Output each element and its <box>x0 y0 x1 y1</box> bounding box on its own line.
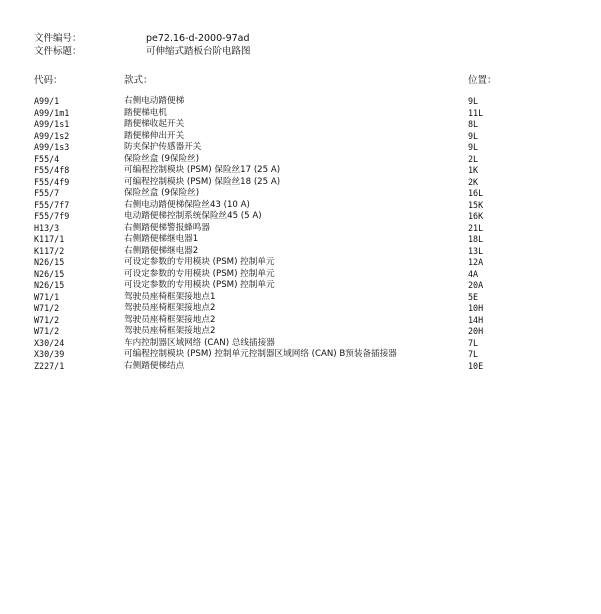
component-description: 踏便梯收起开关 <box>124 119 185 129</box>
table-row <box>34 257 594 269</box>
component-description: 右侧电动踏便梯保险丝43 (10 A) <box>124 199 250 210</box>
table-row <box>34 315 594 327</box>
table-row <box>34 154 594 166</box>
table-row <box>34 246 594 258</box>
component-description: 右侧踏便梯继电器2 <box>124 245 199 256</box>
component-code: A99/1s3 <box>34 142 70 152</box>
component-code: K117/1 <box>34 234 65 244</box>
component-code: K117/2 <box>34 245 65 256</box>
component-position: 16K <box>468 211 484 221</box>
component-position: 4A <box>468 268 479 279</box>
component-position: 7L <box>468 337 479 348</box>
component-description: 可设定参数的专用模块 (PSM) 控制单元 <box>124 280 275 290</box>
component-description: 右侧电动踏便梯 <box>124 96 185 106</box>
table-row <box>34 108 594 120</box>
table-header <box>34 74 594 88</box>
table-row <box>34 165 594 177</box>
component-code: F55/7f7 <box>34 199 70 210</box>
header-code: 代码： <box>34 75 63 86</box>
component-description: 可编程控制模块 (PSM) 控制单元控制器区域网络 (CAN) B预装备插接器 <box>124 349 397 359</box>
component-description: 驾驶员座椅框架接地点2 <box>124 303 216 313</box>
component-code: W71/2 <box>34 326 60 336</box>
table-row <box>34 131 594 143</box>
component-list <box>34 96 594 372</box>
component-position: 2K <box>468 176 479 187</box>
table-row <box>34 188 594 200</box>
component-description: 防夹保护传感器开关 <box>124 142 202 152</box>
table-row <box>34 338 594 350</box>
component-code: F55/4 <box>34 153 60 164</box>
component-description: 可编程控制模块 (PSM) 保险丝18 (25 A) <box>124 176 281 187</box>
component-code: W71/2 <box>34 314 60 325</box>
component-code: X30/24 <box>34 337 65 348</box>
component-position: 9L <box>468 130 479 141</box>
table-row <box>34 142 594 154</box>
table-row <box>34 361 594 373</box>
component-code: F55/4f9 <box>34 176 70 187</box>
component-position: 2L <box>468 153 479 164</box>
component-position: 8L <box>468 119 479 129</box>
component-code: A99/1m1 <box>34 107 70 118</box>
header-description: 款式： <box>124 75 153 86</box>
component-position: 21L <box>468 222 484 233</box>
component-code: W71/2 <box>34 303 60 313</box>
component-code: N26/15 <box>34 257 65 267</box>
component-description: 可编程控制模块 (PSM) 保险丝17 (25 A) <box>124 165 281 175</box>
component-description: 踏便梯伸出开关 <box>124 130 185 141</box>
component-position: 13L <box>468 245 484 256</box>
component-position: 5E <box>468 291 479 302</box>
component-code: F55/4f8 <box>34 165 70 175</box>
component-position: 14H <box>468 314 484 325</box>
header-position: 位置： <box>468 75 497 86</box>
component-position: 10H <box>468 303 484 313</box>
component-position: 7L <box>468 349 479 359</box>
component-code: N26/15 <box>34 268 65 279</box>
component-code: F55/7 <box>34 188 60 198</box>
component-position: 11L <box>468 107 484 118</box>
component-description: 右侧踏便梯结点 <box>124 360 185 371</box>
component-description: 可设定参数的专用模块 (PSM) 控制单元 <box>124 257 275 267</box>
component-description: 车内控制器区域网络 (CAN) 总线插接器 <box>124 337 275 348</box>
component-position: 9L <box>468 142 479 152</box>
table-row <box>34 292 594 304</box>
table-row <box>34 349 594 361</box>
table-row <box>34 234 594 246</box>
table-row <box>34 96 594 108</box>
component-description: 电动踏便梯控制系统保险丝45 (5 A) <box>124 211 262 221</box>
component-position: 16L <box>468 188 484 198</box>
table-row <box>34 211 594 223</box>
component-description: 保险丝盒 (9保险丝) <box>124 153 200 164</box>
component-description: 踏便梯电机 <box>124 107 167 118</box>
component-description: 可设定参数的专用模块 (PSM) 控制单元 <box>124 268 275 279</box>
component-code: N26/15 <box>34 280 65 290</box>
table-row <box>34 177 594 189</box>
component-description: 驾驶员座椅框架接地点1 <box>124 291 216 302</box>
component-description: 驾驶员座椅框架接地点2 <box>124 314 216 325</box>
component-code: X30/39 <box>34 349 65 359</box>
table-row <box>34 326 594 338</box>
table-row <box>34 119 594 131</box>
component-position: 20A <box>468 280 484 290</box>
component-code: F55/7f9 <box>34 211 70 221</box>
file-title-value: 可伸缩式踏板台阶电路图 <box>146 46 251 57</box>
component-code: A99/1 <box>34 96 60 106</box>
file-number-value: pe72.16-d-2000-97ad <box>146 33 250 44</box>
component-position: 10E <box>468 360 484 371</box>
file-title-label: 文件标题： <box>34 46 82 57</box>
component-code: Z227/1 <box>34 360 65 371</box>
component-description: 右侧踏便梯警报蜂鸣器 <box>124 222 210 233</box>
component-position: 1K <box>468 165 479 175</box>
component-description: 保险丝盒 (9保险丝) <box>124 188 200 198</box>
table-row <box>34 200 594 212</box>
component-position: 9L <box>468 96 479 106</box>
component-description: 驾驶员座椅框架接地点2 <box>124 326 216 336</box>
table-row <box>34 269 594 281</box>
table-row <box>34 303 594 315</box>
component-code: W71/1 <box>34 291 60 302</box>
component-position: 20H <box>468 326 484 336</box>
component-code: A99/1s2 <box>34 130 70 141</box>
component-code: A99/1s1 <box>34 119 70 129</box>
component-position: 12A <box>468 257 484 267</box>
table-row <box>34 280 594 292</box>
component-position: 15K <box>468 199 484 210</box>
component-position: 18L <box>468 234 484 244</box>
file-number-label: 文件编号： <box>34 33 82 44</box>
component-description: 右侧踏便梯继电器1 <box>124 234 199 244</box>
component-code: H13/3 <box>34 222 60 233</box>
table-row <box>34 223 594 235</box>
